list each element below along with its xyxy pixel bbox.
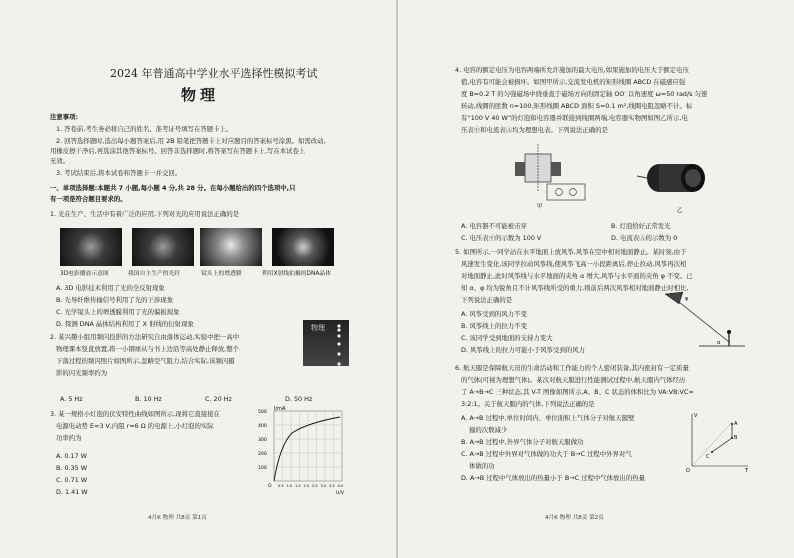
q5-option-b: B. 风筝线上的拉力不变 [461, 322, 527, 330]
q1-photo-dna-xray [272, 228, 334, 266]
q6-point-c: C [706, 454, 710, 460]
q6-option-a: A. A→B 过程中,单位时间内、单位面积上气体分子对航天服壁 [461, 414, 635, 422]
note-line: 用橡皮擦干净后,再选涂其他答案标号。回答非选择题时,将答案写在答题卡上,写在本试卷上 [50, 147, 306, 155]
q2-line: 物理课本竖直放置,将一小钢球从与书上边沿等高处静止释放,整个 [56, 345, 239, 353]
q3-xtick: 4.0 [337, 484, 344, 488]
q2-option-c: C. 20 Hz [205, 395, 232, 403]
q3-ytick: 500 [258, 410, 267, 415]
q6-point-a: A [734, 421, 738, 427]
note-line: 3. 考试结束后,将本试卷和答题卡一并交回。 [56, 169, 182, 177]
q3-ytick: 400 [258, 424, 267, 429]
q3-option-a: A. 0.17 W [56, 452, 87, 460]
q5-line: 对地面静止,此时风筝线与水平地面的夹角 α 增大,风筝与水平面的夹角 φ 不变。已 [461, 272, 693, 280]
q6-ylabel: V [694, 413, 698, 419]
q2-option-b: B. 10 Hz [135, 395, 162, 403]
q3-line: 电源电动势 E=3 V,内阻 r=6 Ω 的电源上,小灯泡的实际 [56, 422, 214, 430]
q3-iv-graph [252, 405, 352, 495]
q3-ytick: 200 [258, 452, 267, 457]
q4-fig-label-jia: 甲 [537, 204, 543, 210]
q6-line: 6. 航天服是保障航天员的生命活动和工作能力的个人密闭装备,其内密封有一定质量 [455, 364, 689, 372]
q4-figure-generator [507, 140, 597, 210]
q5-option-a: A. 风筝受到的风力不变 [461, 310, 527, 318]
q4-option-d: D. 电流表Ⓐ的示数为 0 [611, 234, 678, 242]
note-line: 无效。 [50, 157, 70, 165]
q3-xtick: 3.5 [329, 484, 335, 488]
q2-line: 下落过程的频闪照片如图所示,忽略空气阻力,结合实际,该频闪摄 [56, 357, 235, 365]
q3-xtick: 1.0 [286, 484, 293, 488]
q4-fig-label-yi: 乙 [677, 208, 683, 214]
q5-line: 5. 如图所示,一同学站在水平地面上放风筝,风筝在空中相对地面静止。某时刻,由于 [455, 248, 687, 256]
q5-phi-label: φ [685, 296, 689, 302]
q3-origin: O [268, 484, 272, 489]
q2-line: 2. 某兴趣小组用频闪投影的方法研究自由落体运动,实验中把一高中 [50, 333, 240, 341]
q3-xtick: 1.5 [295, 484, 301, 488]
q4-option-b: B. 灯泡恰好正常发光 [611, 222, 671, 230]
q3-xtick: 2.5 [312, 484, 318, 488]
q2-option-a: A. 5 Hz [60, 395, 83, 403]
q3-xlabel: U/V [336, 491, 345, 495]
q3-xtick: 3.0 [320, 484, 327, 488]
q6-line: 3:2:1。关于航天服内的气体,下列说法正确的是 [461, 400, 595, 408]
q3-line: 功率约为 [56, 434, 82, 442]
q1-option-d: D. 探测 DNA 晶体结构利用了 X 射线的衍射现象 [56, 320, 194, 328]
q4-figure-capacitor [637, 146, 717, 216]
q3-xtick: 0.5 [278, 484, 284, 488]
q1-option-c: C. 光学镜头上的增透膜利用了光的偏振现象 [56, 308, 180, 316]
right-page [397, 0, 794, 558]
q6-line: 了 A→B→C 三种状态,其 V-T 图像如图所示,A、B、C 状态的体积比为 VA:VB:VC= [461, 388, 694, 396]
q3-option-d: D. 1.41 W [56, 488, 88, 496]
q4-line: 度 B=0.2 T 的匀强磁场中绕垂直于磁场方向的固定轴 OO′ 以角速度 ω=50 rad/s 匀速 [461, 90, 708, 98]
q2-option-d: D. 50 Hz [285, 395, 313, 403]
q1-photo-optical-fiber [132, 228, 194, 266]
right-footer: 4月K 物理 共8页 第2页 [545, 515, 604, 521]
q5-line: 风速发生变化,该同学拉动风筝线,使风筝飞高一小段距离后,停止拉动,风筝再次相 [461, 260, 687, 268]
q6-option-d: D. A→B 过程中气体放出的热量小于 B→C 过程中气体放出的热量 [461, 474, 645, 482]
q6-option-c-cont: 体做的功 [469, 462, 495, 470]
q6-xlabel: T [745, 468, 749, 472]
q3-ytick: 300 [258, 438, 267, 443]
q4-line: 4. 电容的额定电压为电容两端所允许施加的最大电压,如果施加的电压大于额定电压 [455, 66, 689, 74]
q4-line: 值,电容有可能会被损坏。如图甲所示,交流发电机的矩形线圈 ABCD 在磁感应强 [461, 78, 686, 86]
q2-line: 影的闪光频率约为 [56, 369, 108, 377]
exam-title: 2024 年普通高中学业水平选择性模拟考试 [110, 67, 318, 80]
q3-option-c: C. 0.71 W [56, 476, 88, 484]
section-heading: 一、单项选择题:本题共 7 小题,每小题 4 分,共 28 分。在每小题给出的四个选项中,只 [50, 184, 296, 192]
q3-ytick: 100 [258, 466, 267, 471]
q1-option-b: B. 光导纤维传输信号利用了光的干涉现象 [56, 296, 174, 304]
q5-kite-figure [659, 290, 745, 356]
q4-option-a: A. 电容器不可能被击穿 [461, 222, 527, 230]
q5-alpha-label: α [717, 340, 721, 346]
q1-stem: 1. 光在生产、生活中有着广泛的应用,下列对光的应用说法正确的是 [50, 210, 240, 218]
q1-photo-3d-movie [60, 228, 122, 266]
q6-origin: O [686, 468, 690, 472]
q5-line: 下列说法正确的是 [461, 296, 513, 304]
q3-option-b: B. 0.35 W [56, 464, 88, 472]
q2-photo-label: 物理 [311, 324, 325, 332]
q1-caption: 我国自主生产的光纤 [128, 271, 181, 277]
q1-caption: 镜头上的增透膜 [201, 271, 242, 277]
q4-line: 压表Ⓥ和电流表Ⓐ均为理想电表。下列说法正确的是 [461, 126, 608, 134]
q2-strobe-photo [303, 320, 349, 366]
subject-title: 物理 [181, 86, 220, 104]
q1-caption: 利用X射线拍摄的DNA晶体 [262, 271, 331, 277]
q1-option-a: A. 3D 电影技术利用了光的全反射现象 [56, 284, 165, 292]
q3-ylabel: I/mA [274, 406, 286, 412]
q2-ball-dots [303, 320, 349, 366]
q5-option-c: C. 该同学受到地面的支持力变大 [461, 334, 553, 342]
q4-line: 转动,线圈的匝数 n=100,矩形线圈 ABCD 面积 S=0.1 m²,线圈电阻忽略不计。标 [461, 102, 693, 110]
q6-line: 的气体(可视为理想气体)。某次对航天服进行性能测试过程中,航天服内气体经历 [461, 376, 686, 384]
q5-line: 知 α、φ 均为锐角且不计风筝线所受的重力,则前后两次风筝相对地面静止时相比, [461, 284, 689, 292]
q6-point-b: B [734, 435, 738, 441]
notes-heading: 注意事项: [50, 113, 79, 121]
q4-option-c: C. 电压表Ⓥ的示数为 100 V [461, 234, 542, 242]
note-line: 2. 回答选择题时,选出每小题答案后,用 2B 铅笔把答题卡上对应题目的答案标号涂黑。如需改动, [56, 137, 326, 145]
q1-caption: 3D电影播放示意图 [60, 271, 109, 277]
q6-option-c: C. A→B 过程中外界对气体做的功大于 B→C 过程中外界对气 [461, 450, 632, 458]
q3-xtick: 2.0 [303, 484, 310, 488]
q3-line: 3. 某一规格小灯泡的伏安特性曲线如图所示,现将它直接接在 [50, 410, 220, 418]
note-line: 1. 答卷前,考生务必将自己的姓名、准考证号填写在答题卡上。 [56, 125, 233, 133]
left-footer: 4月K 物理 共8页 第1页 [148, 515, 207, 521]
q4-line: 有“100 V 40 W”的灯泡和电容器并联接到线圈两端,电容器实物图如图乙所示,电 [461, 114, 688, 122]
q6-vt-graph [682, 410, 752, 472]
q6-option-a-cont: 撞的次数减少 [469, 426, 508, 434]
section-heading: 有一项是符合题目要求的。 [50, 195, 127, 203]
q6-option-b: B. A→B 过程中,外界气体分子对航天服做功 [461, 438, 584, 446]
q1-photo-lens-coating [200, 228, 262, 266]
q5-option-d: D. 风筝线上的拉力可能小于风筝受到的风力 [461, 346, 586, 354]
